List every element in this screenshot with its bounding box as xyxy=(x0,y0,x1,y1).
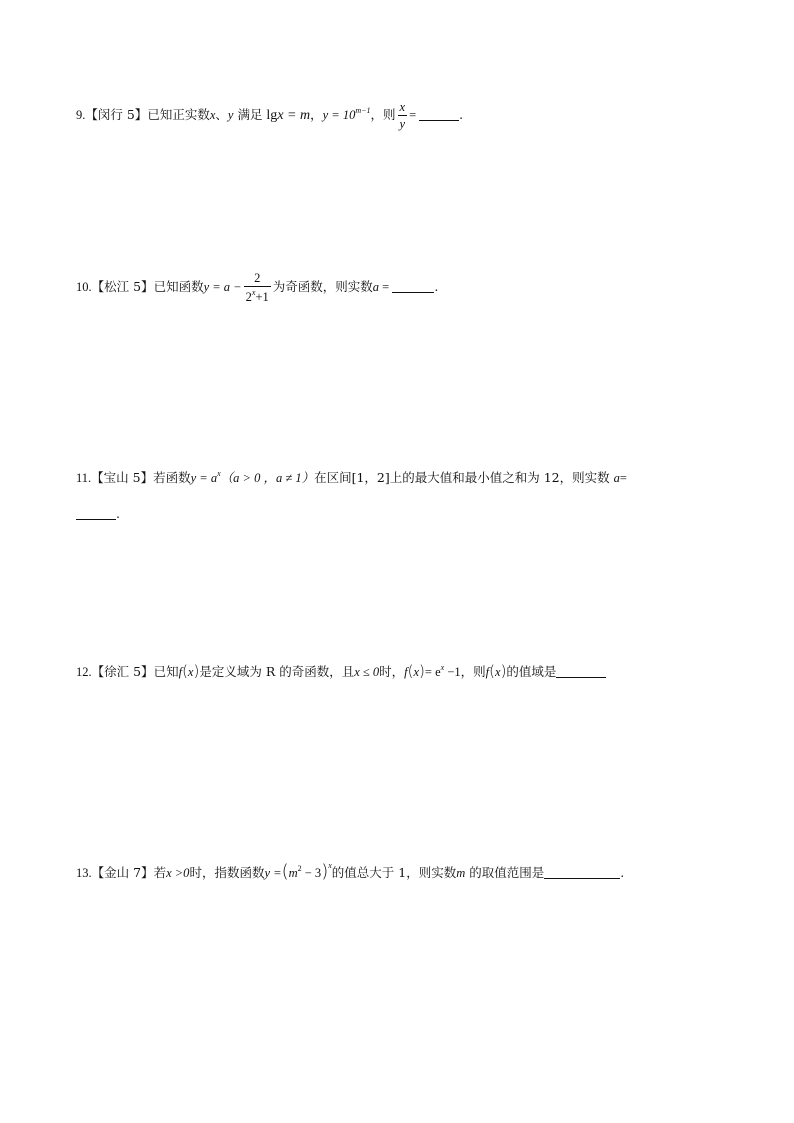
question-text: 在区间[1，2]上的最大值和最小值之和为 12，则实数 xyxy=(314,470,610,485)
question-number: 12. xyxy=(76,665,92,679)
math-var: x xyxy=(187,665,194,679)
question-source: 【松江 5】 xyxy=(91,279,154,294)
question-text: 若函数 xyxy=(153,470,191,485)
math-exponent: 2 xyxy=(297,864,302,873)
math-condition: （a > 0 ，a ≠ 1） xyxy=(220,471,315,485)
math-var: x xyxy=(413,665,420,679)
math-op: = xyxy=(379,280,393,294)
math-expr: y = xyxy=(264,866,282,880)
math-fraction xyxy=(398,101,408,130)
question-text: 的值域是 xyxy=(506,664,557,679)
question-number: 10. xyxy=(76,280,92,294)
answer-blank[interactable] xyxy=(556,676,606,678)
denominator-tail: +1 xyxy=(255,289,269,304)
math-var: x xyxy=(209,108,216,122)
answer-blank[interactable] xyxy=(419,119,459,121)
question-text: 为奇函数，则实数 xyxy=(272,279,373,294)
math-var: x xyxy=(495,665,501,679)
math-expr: − 3 xyxy=(301,866,322,880)
question-text: 已知正实数 xyxy=(147,107,210,122)
math-exponent: x xyxy=(328,861,332,870)
question-11 xyxy=(76,470,627,485)
question-text: 的值总大于 1，则实数 xyxy=(331,865,457,880)
fraction-denominator: y xyxy=(399,116,406,131)
math-expr: y = 10 xyxy=(322,108,356,122)
fraction-numerator: x xyxy=(399,100,406,114)
question-10 xyxy=(76,272,438,303)
question-text: 时， xyxy=(379,664,405,679)
fraction-numerator: 2 xyxy=(254,271,261,285)
question-text: 的取值范围是 xyxy=(465,865,545,880)
math-exponent: x xyxy=(217,469,221,478)
math-expr: x = m xyxy=(277,108,311,123)
math-expr: y = a − xyxy=(203,280,242,294)
math-condition: x ≤ 0 xyxy=(354,665,380,679)
fraction-denominator xyxy=(244,287,271,304)
math-var: m xyxy=(288,866,298,880)
question-end: . xyxy=(620,865,625,880)
question-number: 13. xyxy=(76,866,92,880)
question-11-line2 xyxy=(76,508,120,521)
math-condition: x >0 xyxy=(166,866,190,880)
math-func: f xyxy=(404,665,408,679)
math-exponent: m−1 xyxy=(355,106,371,115)
math-expr: = e xyxy=(424,665,441,679)
math-op: = xyxy=(619,471,627,485)
math-var: m xyxy=(456,866,466,880)
question-number: 11. xyxy=(76,471,92,485)
question-9 xyxy=(76,101,463,130)
math-op: = xyxy=(409,108,417,122)
question-text: 时，指数函数 xyxy=(189,865,265,880)
answer-blank[interactable] xyxy=(76,518,116,520)
question-text: 已知 xyxy=(153,664,179,679)
question-source: 【徐汇 5】 xyxy=(91,664,154,679)
math-exponent: x xyxy=(440,663,445,672)
math-func: lg xyxy=(266,108,278,123)
question-text: 已知函数 xyxy=(153,279,204,294)
math-expr: −1 xyxy=(444,665,461,679)
question-end: . xyxy=(434,279,439,294)
question-source: 【闵行 5】 xyxy=(85,107,148,122)
question-text: 是定义域为 R 的奇函数，且 xyxy=(199,664,355,679)
question-source: 【宝山 5】 xyxy=(91,470,154,485)
question-text: 、 xyxy=(215,107,228,122)
math-fraction xyxy=(244,272,271,303)
math-exponent: x xyxy=(251,287,256,297)
question-end: . xyxy=(459,107,464,122)
math-var: a xyxy=(613,471,620,485)
question-text: ，则 xyxy=(370,107,396,122)
question-text: ， xyxy=(310,107,323,122)
math-func: f xyxy=(178,665,183,679)
question-13: 13.【金山 7】若x >0时，指数函数$y =(m^2 - 3)^x$的值总大于 1，则实数m 的取值范围是 . xyxy=(76,861,625,882)
math-var: a xyxy=(372,280,380,294)
question-source: 【金山 7】 xyxy=(91,865,154,880)
question-text: 若 xyxy=(153,865,167,880)
question-end: . xyxy=(116,506,120,521)
question-number: 9. xyxy=(76,108,86,122)
question-12: 12.【徐汇 5】已知f(x)是定义域为 R 的奇函数，且x ≤ 0时，$f(x)= e^x -1$，则f(x)的值域是 xyxy=(76,664,606,679)
answer-blank[interactable] xyxy=(544,877,620,879)
question-text: 满足 xyxy=(233,107,267,122)
denominator-base: 2 xyxy=(245,289,252,304)
question-text: ，则 xyxy=(460,664,486,679)
math-expr: y = a xyxy=(190,471,218,485)
answer-blank[interactable] xyxy=(392,291,434,293)
math-var: y xyxy=(227,108,234,122)
math-func: f xyxy=(485,665,490,679)
